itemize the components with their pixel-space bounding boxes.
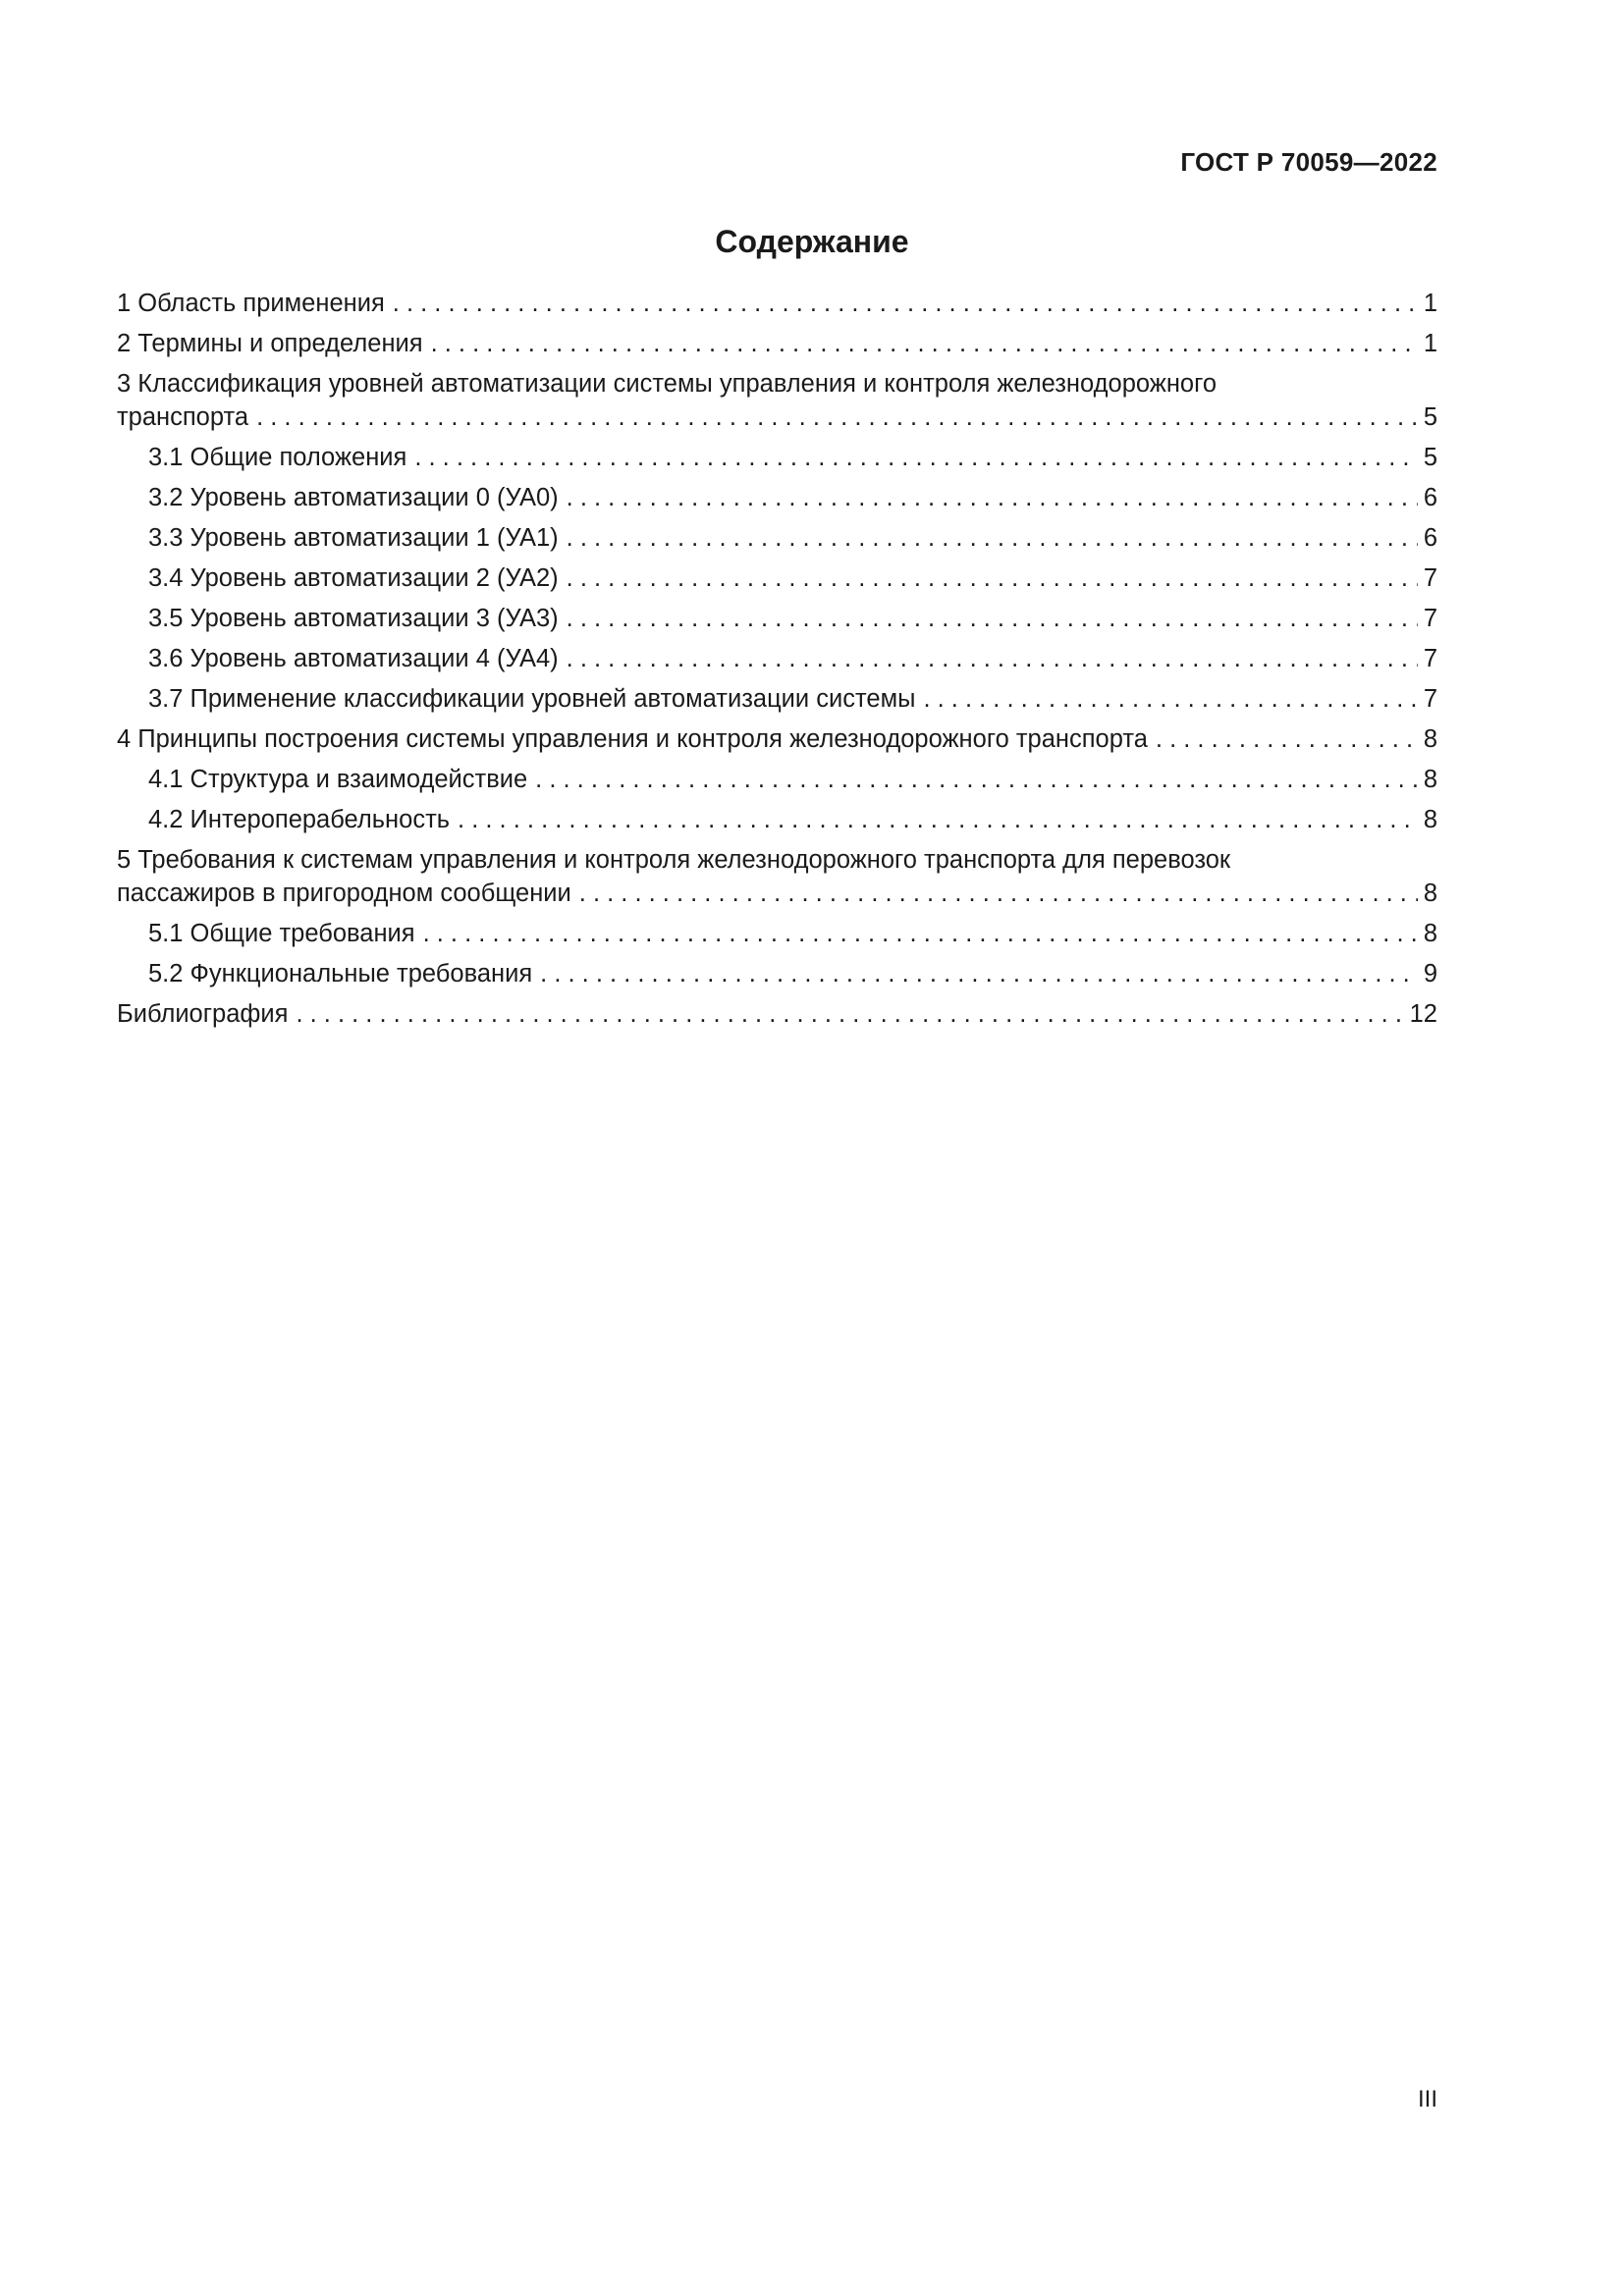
toc-entry-title: 3.2 Уровень автоматизации 0 (УА0)	[148, 484, 559, 511]
dot-leader	[567, 481, 1418, 514]
toc-page-number: 9	[1423, 960, 1437, 988]
toc-entry[interactable]	[117, 763, 1437, 796]
toc-title: Содержание	[715, 224, 909, 259]
dot-leader	[393, 287, 1418, 320]
dot-leader	[414, 441, 1417, 474]
dot-leader	[567, 561, 1418, 595]
toc-entry-title-line: 5 Требования к системам управления и контроля железнодорожного транспорта для перевозок	[117, 846, 1231, 874]
dot-leader	[1156, 722, 1418, 756]
dot-leader	[579, 877, 1418, 910]
dot-leader	[567, 521, 1418, 555]
toc-page-number: 6	[1423, 484, 1437, 511]
toc-entry-title: 4 Принципы построения системы управления и контроля железнодорожного транспорта	[117, 725, 1148, 753]
toc-entry[interactable]	[117, 957, 1437, 990]
dot-leader	[567, 642, 1418, 675]
toc-entry[interactable]	[117, 722, 1437, 756]
toc-entry[interactable]	[117, 997, 1437, 1031]
toc-entry[interactable]	[117, 327, 1437, 360]
toc-page-number: 8	[1423, 880, 1437, 907]
toc-entry-title: 4.1 Структура и взаимодействие	[148, 766, 528, 793]
toc-entry-title: 5.2 Функциональные требования	[148, 960, 533, 988]
toc-entry-title: 3.7 Применение классификации уровней автоматизации системы	[148, 685, 916, 713]
dot-leader	[540, 957, 1418, 990]
toc-page-number: 12	[1409, 1000, 1437, 1028]
toc-page-number: 8	[1423, 806, 1437, 833]
toc-entry[interactable]	[117, 803, 1437, 836]
toc-entry-title: 3.6 Уровень автоматизации 4 (УА4)	[148, 645, 559, 672]
toc-page-number: 7	[1423, 564, 1437, 592]
toc-page-number: 6	[1423, 524, 1437, 552]
toc-entry[interactable]	[117, 287, 1437, 320]
dot-leader	[431, 327, 1418, 360]
dot-leader	[256, 400, 1418, 434]
toc-entry[interactable]	[117, 917, 1437, 950]
toc-entry-title: Библиография	[117, 1000, 289, 1028]
toc-page-number: 1	[1423, 330, 1437, 357]
toc-page-number: 1	[1423, 290, 1437, 317]
toc-entry-title: транспорта	[117, 403, 249, 431]
toc-page-number: 8	[1423, 766, 1437, 793]
toc-entry[interactable]	[117, 843, 1437, 910]
toc-entry[interactable]	[117, 561, 1437, 595]
toc-entry[interactable]	[117, 602, 1437, 635]
toc-entry-title-line: 3 Классификация уровней автоматизации системы управления и контроля железнодорожного	[117, 370, 1218, 398]
toc-entry[interactable]	[117, 642, 1437, 675]
table-of-contents	[117, 287, 1437, 1038]
toc-entry-title: 1 Область применения	[117, 290, 385, 317]
toc-entry[interactable]	[117, 481, 1437, 514]
page-number: III	[1417, 2086, 1437, 2112]
toc-entry-title: 5.1 Общие требования	[148, 920, 415, 947]
toc-page-number: 8	[1423, 920, 1437, 947]
dot-leader	[458, 803, 1418, 836]
toc-page-number: 7	[1423, 685, 1437, 713]
toc-page-number: 5	[1423, 444, 1437, 471]
dot-leader	[567, 602, 1418, 635]
toc-entry[interactable]	[117, 441, 1437, 474]
toc-entry-title: 4.2 Интероперабельность	[148, 806, 451, 833]
toc-page-number: 7	[1423, 605, 1437, 632]
toc-entry-title: пассажиров в пригородном сообщении	[117, 880, 571, 907]
toc-entry[interactable]	[117, 521, 1437, 555]
toc-entry-title: 2 Термины и определения	[117, 330, 423, 357]
dot-leader	[423, 917, 1418, 950]
toc-page-number: 7	[1423, 645, 1437, 672]
toc-entry-title: 3.1 Общие положения	[148, 444, 407, 471]
document-code: ГОСТ Р 70059—2022	[1180, 147, 1437, 177]
dot-leader	[923, 682, 1417, 716]
dot-leader	[296, 997, 1403, 1031]
toc-page-number: 5	[1423, 403, 1437, 431]
toc-entry-title: 3.5 Уровень автоматизации 3 (УА3)	[148, 605, 559, 632]
dot-leader	[535, 763, 1418, 796]
toc-entry[interactable]	[117, 367, 1437, 434]
toc-entry[interactable]	[117, 682, 1437, 716]
toc-entry-title: 3.3 Уровень автоматизации 1 (УА1)	[148, 524, 559, 552]
toc-page-number: 8	[1423, 725, 1437, 753]
toc-entry-title: 3.4 Уровень автоматизации 2 (УА2)	[148, 564, 559, 592]
